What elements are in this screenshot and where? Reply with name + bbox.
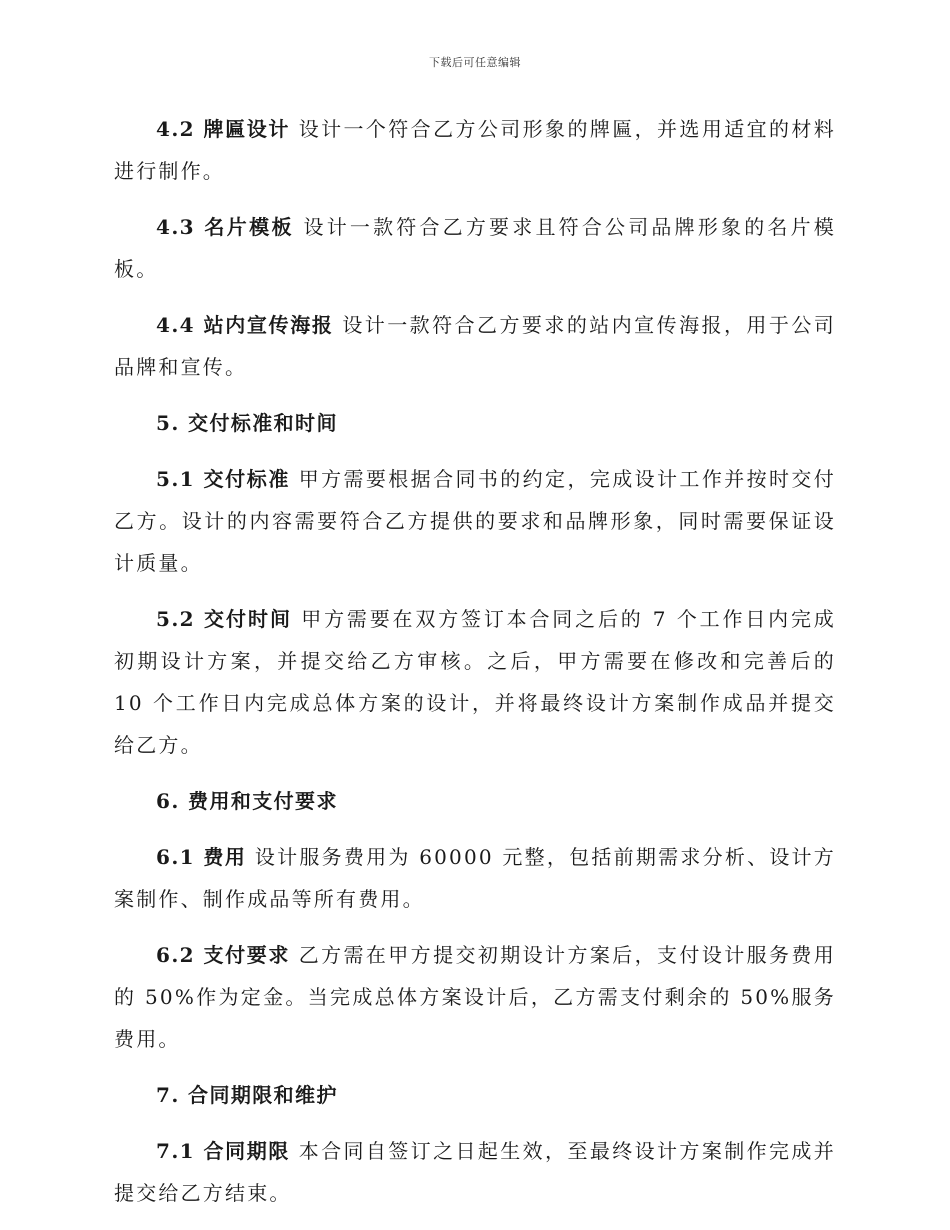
clause-label: 5.2 交付时间 — [156, 607, 293, 631]
clause-text: 设计一款符合乙方要求的站内宣传海报，用于公司品牌和宣传。 — [114, 313, 836, 379]
clause-6-2 — [114, 934, 836, 1060]
clause-text: 甲方需要根据合同书的约定，完成设计工作并按时交付乙方。设计的内容需要符合乙方提供的要求和品牌形象，同时需要保证设计质量。 — [114, 467, 836, 575]
clause-text: 甲方需要在双方签订本合同之后的 7 个工作日内完成初期设计方案，并提交给乙方审核。之后，甲方需要在修改和完善后的 10 个工作日内完成总体方案的设计，并将最终设计方案制作成品并提交给乙方。 — [114, 607, 836, 757]
clause-label: 6.2 支付要求 — [156, 943, 290, 967]
clause-7-1 — [114, 1130, 836, 1214]
clause-text: 设计服务费用为 60000 元整，包括前期需求分析、设计方案制作、制作成品等所有费用。 — [114, 845, 837, 911]
clause-label: 5.1 交付标准 — [156, 467, 290, 491]
section-heading-6: 6. 费用和支付要求 — [156, 789, 338, 813]
clause-4-4 — [114, 304, 836, 388]
clause-text: 设计一款符合乙方要求且符合公司品牌形象的名片模板。 — [114, 215, 836, 281]
page-header: 下载后可任意编辑 — [429, 56, 521, 69]
clause-text: 本合同自签订之日起生效，至最终设计方案制作完成并提交给乙方结束。 — [114, 1139, 836, 1205]
clause-5-2 — [114, 598, 836, 766]
clause-label: 6.1 费用 — [156, 845, 247, 869]
section-heading-7: 7. 合同期限和维护 — [156, 1083, 338, 1107]
clause-4-2 — [114, 108, 836, 192]
clause-text: 乙方需在甲方提交初期设计方案后，支付设计服务费用的 50%作为定金。当完成总体方案设计后，乙方需支付剩余的 50%服务费用。 — [114, 943, 836, 1051]
clause-label: 4.2 牌匾设计 — [156, 117, 290, 141]
clause-label: 4.3 名片模板 — [156, 215, 294, 239]
clause-4-3 — [114, 206, 836, 290]
clause-text: 设计一个符合乙方公司形象的牌匾，并选用适宜的材料进行制作。 — [114, 117, 836, 183]
clause-label: 7.1 合同期限 — [156, 1139, 290, 1163]
clause-6-1 — [114, 836, 836, 920]
section-heading-5: 5. 交付标准和时间 — [156, 411, 338, 435]
clause-label: 4.4 站内宣传海报 — [156, 313, 334, 337]
clause-5-1 — [114, 458, 836, 584]
document-body — [114, 108, 836, 1228]
